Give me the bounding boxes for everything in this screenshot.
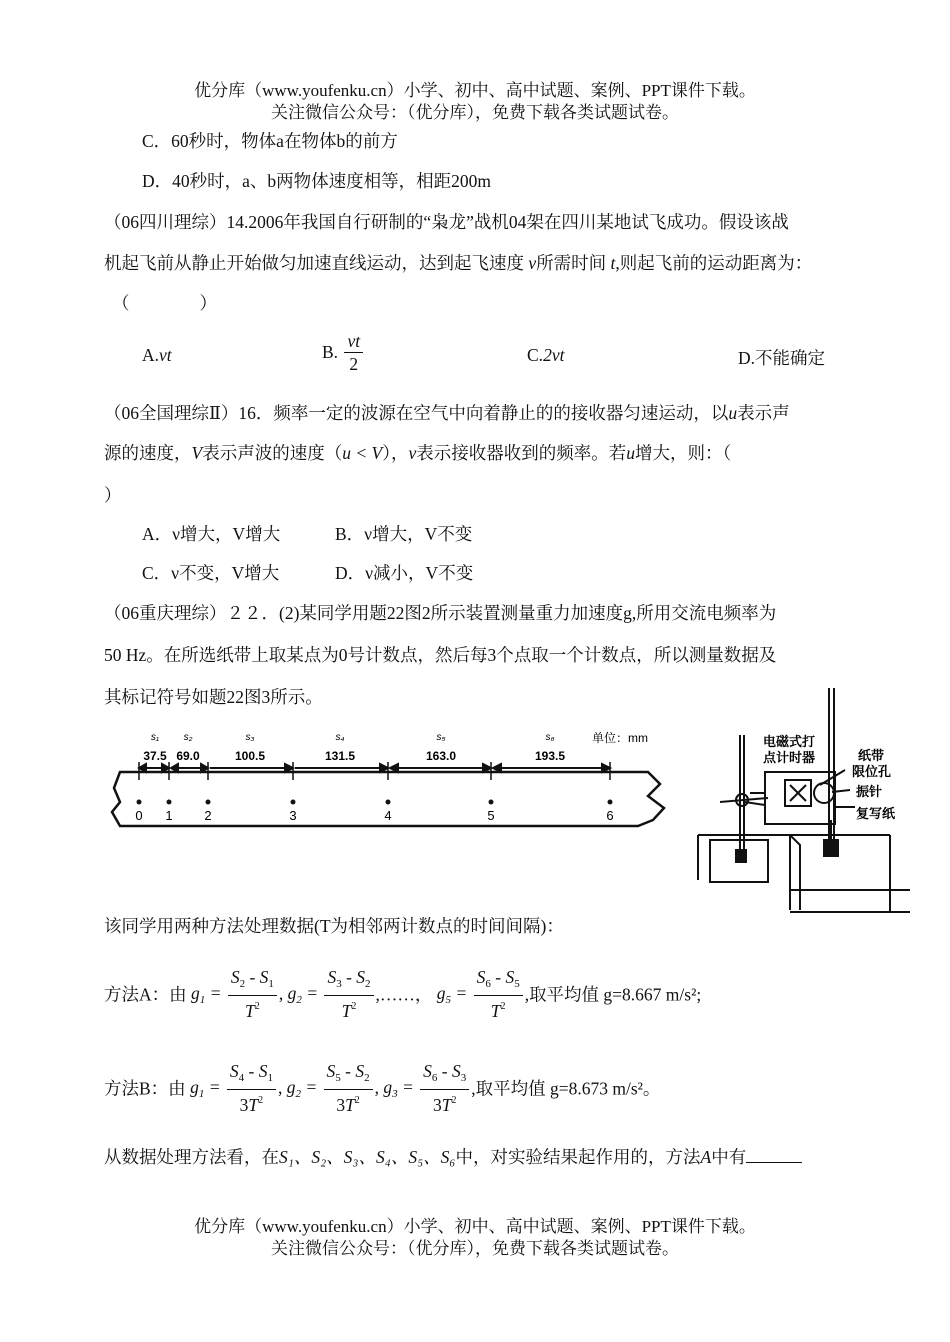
q22-line-2: 50 Hz。在所选纸带上取某点为0号计数点，然后每3个点取一个计数点，所以测量数据及 bbox=[104, 645, 777, 665]
q22-after-figure: 该同学用两种方法处理数据(T为相邻两计数点的时间间隔)： bbox=[104, 916, 564, 936]
q16-option-a: A．ν增大，V增大 bbox=[142, 524, 281, 544]
label-tape: 纸带 bbox=[858, 748, 885, 763]
footer-line-2: 关注微信公众号：（优分库），免费下载各类试题试卷。 bbox=[271, 1239, 679, 1258]
apparatus-figure bbox=[690, 680, 920, 918]
point-2: 2 bbox=[204, 808, 212, 823]
label-timer-2: 点计时器 bbox=[763, 750, 816, 765]
label-hole: 限位孔 bbox=[852, 764, 892, 779]
label-timer-1: 电磁式打 bbox=[763, 734, 816, 749]
q14-line-2: 机起飞前从静止开始做匀加速直线运动，达到起飞速度 v所需时间 t,则起飞前的运动距离为： bbox=[104, 253, 813, 273]
point-5: 5 bbox=[487, 808, 495, 823]
option-c-prev: C．60秒时，物体a在物体b的前方 bbox=[142, 131, 398, 151]
unit-label: 单位：mm bbox=[592, 731, 648, 745]
s-label-5: s₅ bbox=[436, 732, 446, 743]
option-d-prev: D．40秒时，a、b两物体速度相等，相距200m bbox=[142, 171, 492, 191]
q16-option-d: D．ν减小，V不变 bbox=[335, 563, 474, 583]
point-3: 3 bbox=[289, 808, 297, 823]
point-6: 6 bbox=[606, 808, 614, 823]
count-dots bbox=[137, 800, 613, 805]
s-label-6: s₆ bbox=[545, 732, 555, 743]
footer-line-1: 优分库（www.youfenku.cn）小学、初中、高中试题、案例、PPT课件下载。 bbox=[194, 1217, 756, 1236]
header-line-2: 关注微信公众号：（优分库），免费下载各类试题试卷。 bbox=[271, 103, 679, 122]
value-s1: 37.5 bbox=[143, 749, 167, 763]
value-s5: 163.0 bbox=[425, 749, 457, 763]
q16-line-1: （06全国理综Ⅱ）16．频率一定的波源在空气中向着静止的的接收器匀速运动，以u表示声 bbox=[104, 403, 790, 423]
q22-line-3: 其标记符号如题22图3所示。 bbox=[104, 687, 323, 707]
q16-option-b: B．ν增大，V不变 bbox=[335, 524, 473, 544]
s-label-4: s₄ bbox=[335, 732, 345, 743]
value-s2: 69.0 bbox=[176, 749, 200, 763]
s-label-3: s₃ bbox=[245, 732, 255, 743]
value-s6: 193.5 bbox=[534, 749, 566, 763]
s-label-2: s₂ bbox=[183, 732, 193, 743]
value-s4: 131.5 bbox=[324, 749, 356, 763]
point-0: 0 bbox=[135, 808, 143, 823]
q14-answer-paren: （ ） bbox=[112, 293, 217, 313]
q14-option-a: A.vt bbox=[142, 345, 172, 365]
q16-option-c: C．ν不变，V增大 bbox=[142, 563, 280, 583]
q14-option-c: C.2vt bbox=[527, 345, 565, 365]
table-outline bbox=[698, 835, 800, 910]
q14-line-1: （06四川理综）14.2006年我国自行研制的“枭龙”战机04架在四川某地试飞成功。假设该战 bbox=[104, 212, 789, 232]
point-1: 1 bbox=[165, 808, 173, 823]
q16-line-3: ） bbox=[104, 485, 122, 505]
answer-blank[interactable] bbox=[746, 1148, 802, 1163]
q14-option-b: B. $\frac{vt}{2}$ bbox=[322, 330, 365, 375]
label-needle: 振针 bbox=[856, 784, 883, 799]
q16-line-2: 源的速度，V表示声波的速度（u < V），ν表示接收器收到的频率。若u增大，则：（ bbox=[104, 443, 732, 463]
s-label-1: s₁ bbox=[150, 732, 160, 743]
point-4: 4 bbox=[384, 808, 392, 823]
value-s3: 100.5 bbox=[234, 749, 266, 763]
label-paper: 复写纸 bbox=[856, 806, 896, 821]
q22-line-1: （06重庆理综）２２．(2)某同学用题22图2所示装置测量重力加速度g,所用交流电频率为 bbox=[104, 603, 777, 623]
q22-last-line: 从数据处理方法看，在S₁、S₂、S₃、S₄、S₅、S₆中，对实验结果起作用的，方法A中有 bbox=[104, 1144, 802, 1169]
q14-option-d: D.不能确定 bbox=[738, 348, 826, 368]
method-a: 方法A：由 $g_1$ = $\frac{S_2 - S_1}{T^2}$ , $g_2$ = $\frac{S_3 - S_2}{T^2}$ ,……， $g_5$ = $\frac{S_6 - S_5}{T^2}$ ,取平均值 g=8.667 m/s²; bbox=[104, 967, 702, 1021]
header-line-1: 优分库（www.youfenku.cn）小学、初中、高中试题、案例、PPT课件下载。 bbox=[194, 81, 756, 100]
method-b: 方法B：由 $g_1$ = $\frac{S_4 - S_1}{3T^2}$ , $g_2$ = $\frac{S_5 - S_2}{3T^2}$ , $g_3$ = $\frac{S_6 - S_3}{3T^2}$ ,取平均值 g=8.673 m/s²。 bbox=[104, 1061, 661, 1115]
paper-tape-figure bbox=[108, 722, 688, 834]
